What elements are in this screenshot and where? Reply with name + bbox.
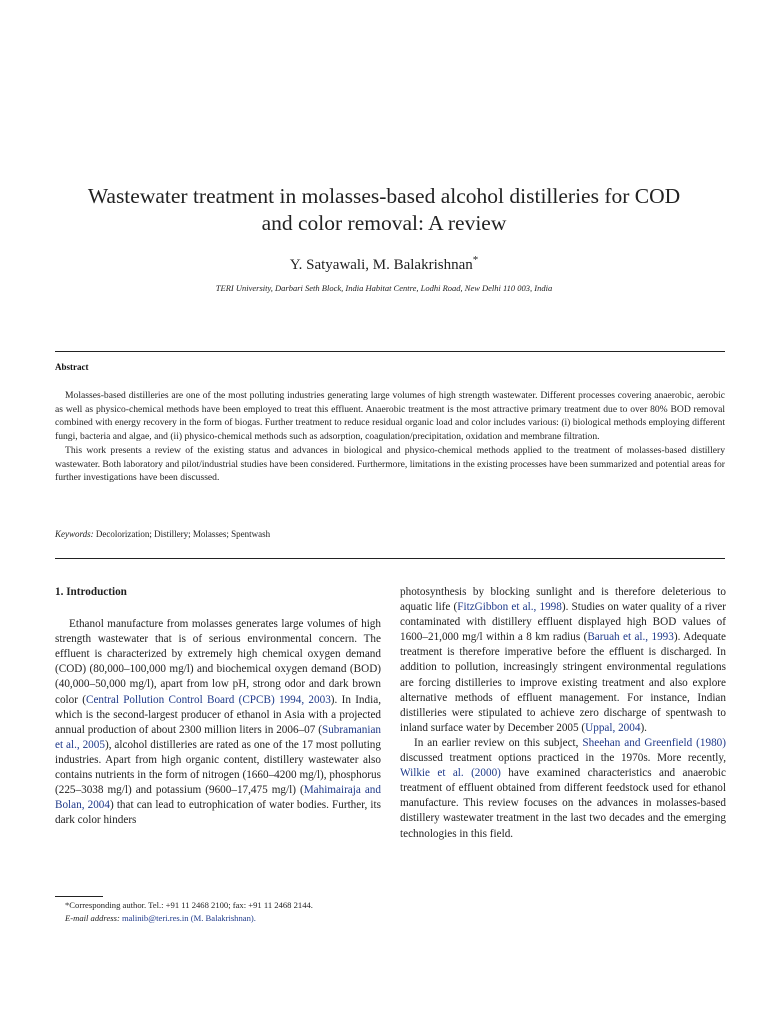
citation-link[interactable]: Sheehan and Greenfield (1980) <box>582 736 727 749</box>
intro-paragraph-2 <box>400 585 726 736</box>
citation-link[interactable]: FitzGibbon et al., 1998 <box>457 601 562 614</box>
article-title <box>40 183 728 237</box>
citation-link[interactable]: Mahimairaja and Bolan, 2004 <box>55 784 381 812</box>
email-note <box>55 912 385 925</box>
text-run: photosynthesis by blocking sunlight and is therefore deleterious to aquatic life ( <box>400 586 726 614</box>
right-column <box>400 585 726 842</box>
abstract-heading: Abstract <box>55 362 89 372</box>
text-run: Ethanol manufacture from molasses generates large volumes of high strength wastewater that is of serious environmental concern. The effluent is characterized by extremely high chemical oxygen demand (COD) (80,000–100,000 mg/l) and biochemical oxygen demand (BOD) (40,000–50,000 mg/l), apart from low pH, strong odor and dark brown color ( <box>55 618 381 706</box>
text-run: ), alcohol distilleries are rated as one of the 17 most polluting industries. Apart from high organic content, distillery wastewater also contains nutrients in the form of nitrogen (1660–4200 mg/l), phosphorus (225–3038 mg/l) and potassium (9600–17,475 mg/l) ( <box>55 738 381 797</box>
text-run: have examined characteristics and anaerobic treatment of effluent obtained from different feedstock used for ethanol manufacture. This review focuses on the advances in molasses-based distillery wastewater treatment in the last two decades and the emerging technologies in this field. <box>400 767 727 840</box>
text-run: ). <box>640 721 647 734</box>
abstract-paragraph-1: Molasses-based distilleries are one of the most polluting industries generating large volumes of high strength wastewater. Different processes covering anaerobic, aerobic as well as physico-chemical methods have been employed to treat this effluent. Anaerobic treatment is the most attractive primary treatment due to over 80% BOD removal combined with energy recovery in the form of biogas. Further treatment to reduce residual organic load and color includes various: (i) biological methods employing different fungi, bacteria and algae, and (ii) physico-chemical methods such as adsorption, coagulation/precipitation, oxidation and membrane filtration. <box>55 390 725 443</box>
keywords-line <box>55 529 270 539</box>
text-run: discussed treatment options practiced in the 1970s. More recently, <box>400 752 726 765</box>
corresponding-author-note: *Corresponding author. Tel.: +91 11 2468 2100; fax: +91 11 2468 2144. <box>65 900 313 910</box>
abstract-top-rule <box>55 351 725 352</box>
email-link[interactable]: malinib@teri.res.in (M. Balakrishnan). <box>119 913 256 923</box>
keywords-text: Decolorization; Distillery; Molasses; Spentwash <box>93 529 271 539</box>
footnote <box>55 899 385 925</box>
citation-link[interactable]: Wilkie et al. (2000) <box>400 767 501 780</box>
text-run: ). Studies on water quality of a river contaminated with distillery effluent displayed high BOD values of 1600–21,000 mg/l within a 8 km radius ( <box>400 601 726 644</box>
text-run: ) that can lead to eutrophication of water bodies. Further, its dark color hinders <box>55 799 381 827</box>
left-column <box>55 585 381 828</box>
text-run: ). In India, which is the second-largest producer of ethanol in Asia with a projected annual production of about 2300 million liters in 2006–07 ( <box>55 693 381 736</box>
abstract-body <box>55 389 725 485</box>
section-heading-introduction: 1. Introduction <box>55 586 127 598</box>
citation-link[interactable]: Subramanian et al., 2005 <box>55 723 381 751</box>
citation-link[interactable]: Central Pollution Control Board (CPCB) 1994, 2003 <box>86 693 331 706</box>
citation-link[interactable]: Uppal, 2004 <box>585 721 641 734</box>
author-list <box>0 250 768 275</box>
abstract-bottom-rule <box>55 558 725 559</box>
title-line-2: and color removal: A review <box>261 211 507 235</box>
corresponding-author-mark: * <box>472 254 479 266</box>
abstract-paragraph-2: This work presents a review of the existing status and advances in biological and physico-chemical methods applied to the treatment of molasses-based distillery wastewater. Both laboratory and pilot/industrial studies have been considered. Furthermore, limitations in the existing processes have been summarized and potential areas for further investigations have been discussed. <box>55 444 725 484</box>
affiliation: TERI University, Darbari Seth Block, India Habitat Centre, Lodhi Road, New Delhi 110 003, India <box>215 283 553 293</box>
authors-text: Y. Satyawali, M. Balakrishnan <box>289 257 473 273</box>
citation-link[interactable]: Baruah et al., 1993 <box>587 631 674 644</box>
email-label: E-mail address: <box>65 913 120 923</box>
title-line-1: Wastewater treatment in molasses-based alcohol distilleries for COD <box>87 184 681 208</box>
keywords-label: Keywords: <box>55 529 94 539</box>
footnote-rule <box>55 896 103 897</box>
intro-paragraph-3 <box>400 736 726 842</box>
intro-paragraph-1 <box>55 617 381 828</box>
text-run: In an earlier review on this subject, <box>414 736 583 749</box>
text-run: ). Adequate treatment is therefore imperative before the effluent is discharged. In addition to pollution, increasingly stringent environmental regulations are forcing distilleries to improve existing treatment and also explore alternative methods of effluent management. For instance, Indian distilleries were stipulated to achieve zero discharge of spentwash to inland surface water by December 2005 ( <box>400 631 726 734</box>
